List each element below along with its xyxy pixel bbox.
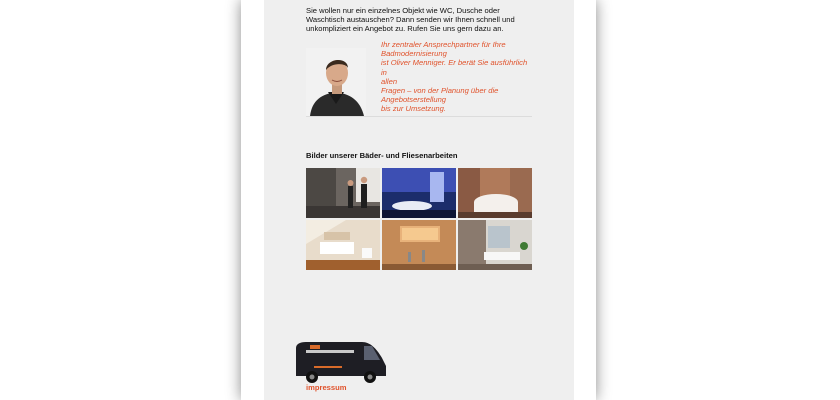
contact-line: Fragen – von der Planung über die xyxy=(381,86,499,96)
contact-line: Angebotserstellung xyxy=(381,95,447,105)
impressum-link[interactable]: impressum xyxy=(306,383,347,392)
contact-line: ist Oliver Menniger. Er berät Sie ausführlich in xyxy=(381,58,528,77)
gallery-photo-washbasin[interactable] xyxy=(458,220,532,270)
gallery-heading: Bilder unserer Bäder- und Fliesenarbeiten xyxy=(306,151,458,160)
contact-line: Ihr zentraler Ansprechpartner für Ihre xyxy=(381,40,506,49)
contact-person-note xyxy=(381,40,533,114)
company-van-image xyxy=(292,338,388,384)
contact-line: Badmodernisierung xyxy=(381,49,447,59)
gallery-photo-attic-bathroom[interactable] xyxy=(306,220,380,270)
section-divider xyxy=(306,116,532,117)
gallery-photo-niche-shower[interactable] xyxy=(382,220,456,270)
gallery-photo-bathtub[interactable] xyxy=(458,168,532,218)
gallery-photo-blue-lit-bathroom[interactable] xyxy=(382,168,456,218)
gallery-photo-bathroom-couple[interactable] xyxy=(306,168,380,218)
intro-text: Sie wollen nur ein einzelnes Objekt wie WC, Dusche oder Waschtisch austauschen? Dann senden wir Ihnen schnell und unkompliziert ein Angebot zu. Rufen Sie uns gern dazu an. xyxy=(306,6,515,34)
bathroom-gallery xyxy=(306,168,532,270)
contact-person-photo xyxy=(306,48,366,116)
contact-line: allen xyxy=(381,76,398,86)
contact-line: bis zur Umsetzung. xyxy=(381,104,446,114)
